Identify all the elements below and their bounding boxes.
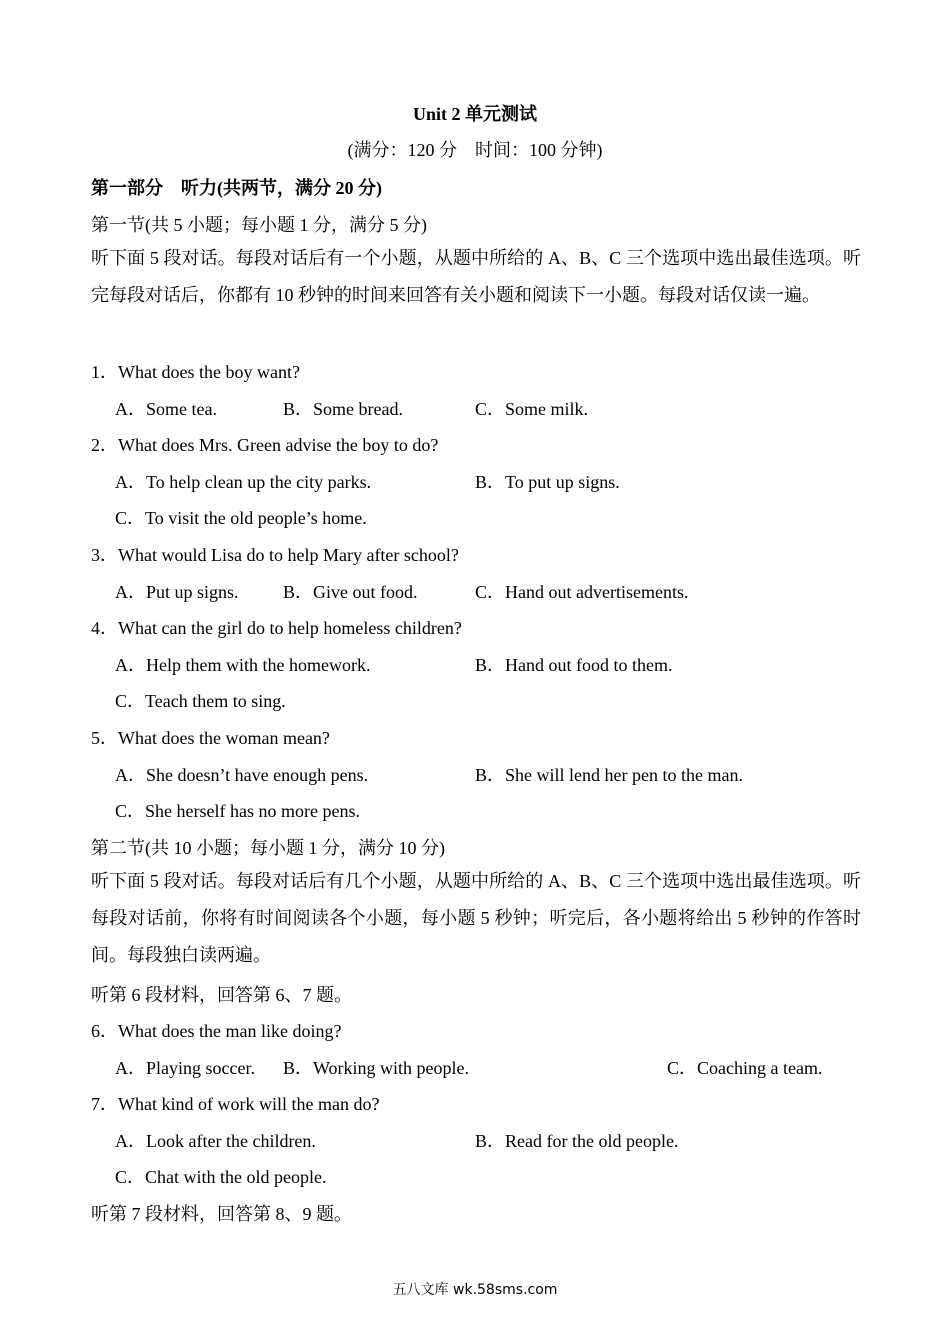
section2-instructions: 听下面 5 段对话。每段对话后有几个小题，从题中所给的 A、B、C 三个选项中选出最佳选项。听每段对话前，你将有时间阅读各个小题，每小题 5 秒钟；听完后，各小题将给出 5 秒钟的作答时间。每段独白读两遍。	[91, 871, 861, 965]
section1-heading: 第一节(共 5 小题；每小题 1 分，满分 5 分)	[91, 215, 427, 235]
q6-option-b: B．Working with people.	[283, 1058, 470, 1078]
q5-option-b: B．She will lend her pen to the man.	[475, 765, 743, 785]
q3-option-c: C．Hand out advertisements.	[475, 582, 689, 602]
q2-option-b: B．To put up signs.	[475, 472, 620, 492]
q2-option-a: A．To help clean up the city parks.	[115, 472, 372, 492]
page-title: Unit 2 单元测试	[412, 104, 537, 124]
q6-option-a: A．Playing soccer.	[115, 1058, 255, 1078]
material-6-note: 听第 6 段材料，回答第 6、7 题。	[91, 985, 352, 1005]
q5-option-c: C．She herself has no more pens.	[115, 801, 360, 821]
q1-option-a: A．Some tea.	[115, 399, 217, 419]
question-3: 3．What would Lisa do to help Mary after school?	[91, 545, 459, 565]
q7-option-c: C．Chat with the old people.	[115, 1167, 327, 1187]
q4-option-a: A．Help them with the homework.	[115, 655, 371, 675]
question-7: 7．What kind of work will the man do?	[91, 1094, 380, 1114]
section2-heading: 第二节(共 10 小题；每小题 1 分，满分 10 分)	[91, 838, 445, 858]
q7-option-a: A．Look after the children.	[115, 1131, 316, 1151]
q2-option-c: C．To visit the old people’s home.	[115, 508, 367, 528]
q3-option-b: B．Give out food.	[283, 582, 418, 602]
part1-heading: 第一部分 听力(共两节，满分 20 分)	[91, 178, 382, 198]
question-5: 5．What does the woman mean?	[91, 728, 330, 748]
section1-instructions: 听下面 5 段对话。每段对话后有一个小题，从题中所给的 A、B、C 三个选项中选出最佳选项。听完每段对话后，你都有 10 秒钟的时间来回答有关小题和阅读下一小题。每段对话仅读一遍。	[91, 248, 861, 305]
q5-option-a: A．She doesn’t have enough pens.	[115, 765, 369, 785]
q1-option-c: C．Some milk.	[475, 399, 589, 419]
q4-option-b: B．Hand out food to them.	[475, 655, 673, 675]
question-1: 1．What does the boy want?	[91, 362, 300, 382]
footer-watermark: 五八文库 wk.58sms.com	[392, 1282, 558, 1298]
question-2: 2．What does Mrs. Green advise the boy to do?	[91, 435, 439, 455]
q6-option-c: C．Coaching a team.	[667, 1058, 823, 1078]
question-6: 6．What does the man like doing?	[91, 1021, 342, 1041]
q4-option-c: C．Teach them to sing.	[115, 691, 286, 711]
material-7-note: 听第 7 段材料，回答第 8、9 题。	[91, 1204, 352, 1224]
question-4: 4．What can the girl do to help homeless children?	[91, 618, 462, 638]
page-subtitle: (满分：120 分 时间：100 分钟)	[347, 140, 603, 160]
q1-option-b: B．Some bread.	[283, 399, 403, 419]
q3-option-a: A．Put up signs.	[115, 582, 239, 602]
q7-option-b: B．Read for the old people.	[475, 1131, 679, 1151]
